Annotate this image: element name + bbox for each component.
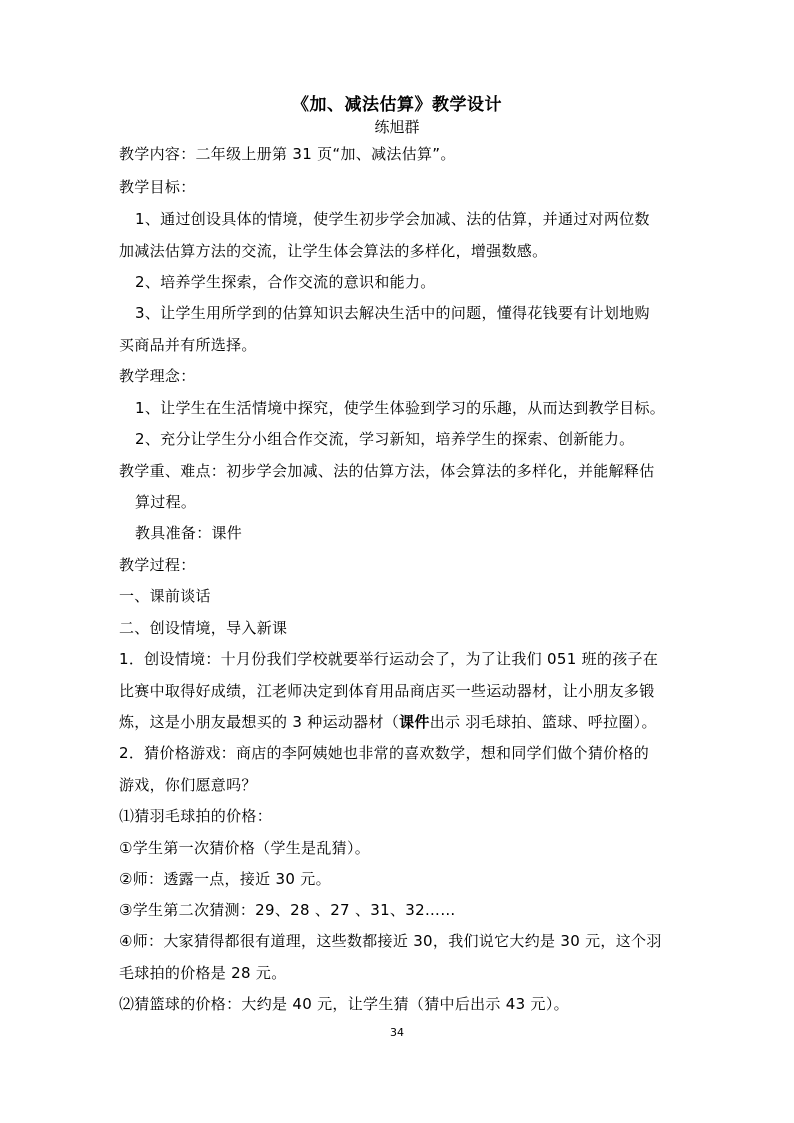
scenario-line-2: 比赛中取得好成绩，江老师决定到体育用品商店买一些运动器材，让小朋友多锻: [119, 682, 655, 700]
scenario-line-3: [119, 711, 657, 733]
goal-3-line-2: 买商品并有所选择。: [119, 336, 257, 354]
racket-step-2: ②师：透露一点，接近 30 元。: [119, 870, 331, 888]
teaching-process-heading: 教学过程：: [119, 556, 196, 574]
goal-1-line-2: 加减法估算方法的交流，让学生体会算法的多样化，增强数感。: [119, 242, 548, 260]
racket-step-3: ③学生第二次猜测：29、28 、27 、31、32……: [119, 901, 456, 919]
courseware-label: 课件: [399, 713, 430, 731]
teaching-content-line: 教学内容：二年级上册第 31 页“加、减法估算”。: [119, 145, 456, 163]
scenario-line-3-end: 出示 羽毛球拍、篮球、呼拉圈）。: [429, 713, 657, 731]
goal-2-line: 2、培养学生探索，合作交流的意识和能力。: [135, 273, 436, 291]
teaching-goals-heading: 教学目标：: [119, 178, 196, 196]
price-game-line-2: 游戏，你们愿意吗？: [119, 776, 257, 794]
document-title: 《加、减法估算》教学设计: [292, 95, 502, 115]
goal-3-line-1: 3、让学生用所学到的估算知识去解决生活中的问题，懂得花钱要有计划地购: [135, 304, 650, 322]
key-difficulty-line-2: 算过程。: [135, 493, 197, 511]
racket-step-1: ①学生第一次猜价格（学生是乱猜）。: [119, 839, 371, 857]
teaching-aids-line: 教具准备：课件: [135, 524, 243, 542]
philosophy-2-line: 2、充分让学生分小组合作交流，学习新知，培养学生的探索、创新能力。: [135, 430, 635, 448]
racket-step-4-line-1: ④师：大家猜得都很有道理，这些数都接近 30，我们说它大约是 30 元，这个羽: [119, 932, 662, 950]
author-name: 练旭群: [374, 118, 420, 136]
racket-step-4-line-2: 毛球拍的价格是 28 元。: [119, 964, 287, 982]
philosophy-1-line: 1、让学生在生活情境中探究，使学生体验到学习的乐趣，从而达到教学目标。: [135, 399, 666, 417]
teaching-philosophy-heading: 教学理念：: [119, 367, 196, 385]
section-1-heading: 一、课前谈话: [119, 587, 211, 605]
page-number: 34: [390, 1026, 404, 1039]
price-game-line-1: 2．猜价格游戏：商店的李阿姨她也非常的喜欢数学，想和同学们做个猜价格的: [119, 744, 650, 762]
goal-1-line-1: 1、通过创设具体的情境，使学生初步学会加减、法的估算，并通过对两位数: [135, 210, 650, 228]
basketball-price-line: ⑵猜篮球的价格：大约是 40 元，让学生猜（猜中后出示 43 元）。: [119, 995, 569, 1013]
section-2-heading: 二、创设情境，导入新课: [119, 619, 288, 637]
key-difficulty-line-1: 教学重、难点：初步学会加减、法的估算方法，体会算法的多样化，并能解释估: [119, 462, 655, 480]
scenario-line-1: 1．创设情境：十月份我们学校就要举行运动会了，为了让我们 051 班的孩子在: [119, 650, 659, 668]
scenario-line-3-start: 炼，这是小朋友最想买的 3 种运动器材（: [119, 713, 400, 731]
racket-price-heading: ⑴猜羽毛球拍的价格：: [119, 807, 273, 825]
